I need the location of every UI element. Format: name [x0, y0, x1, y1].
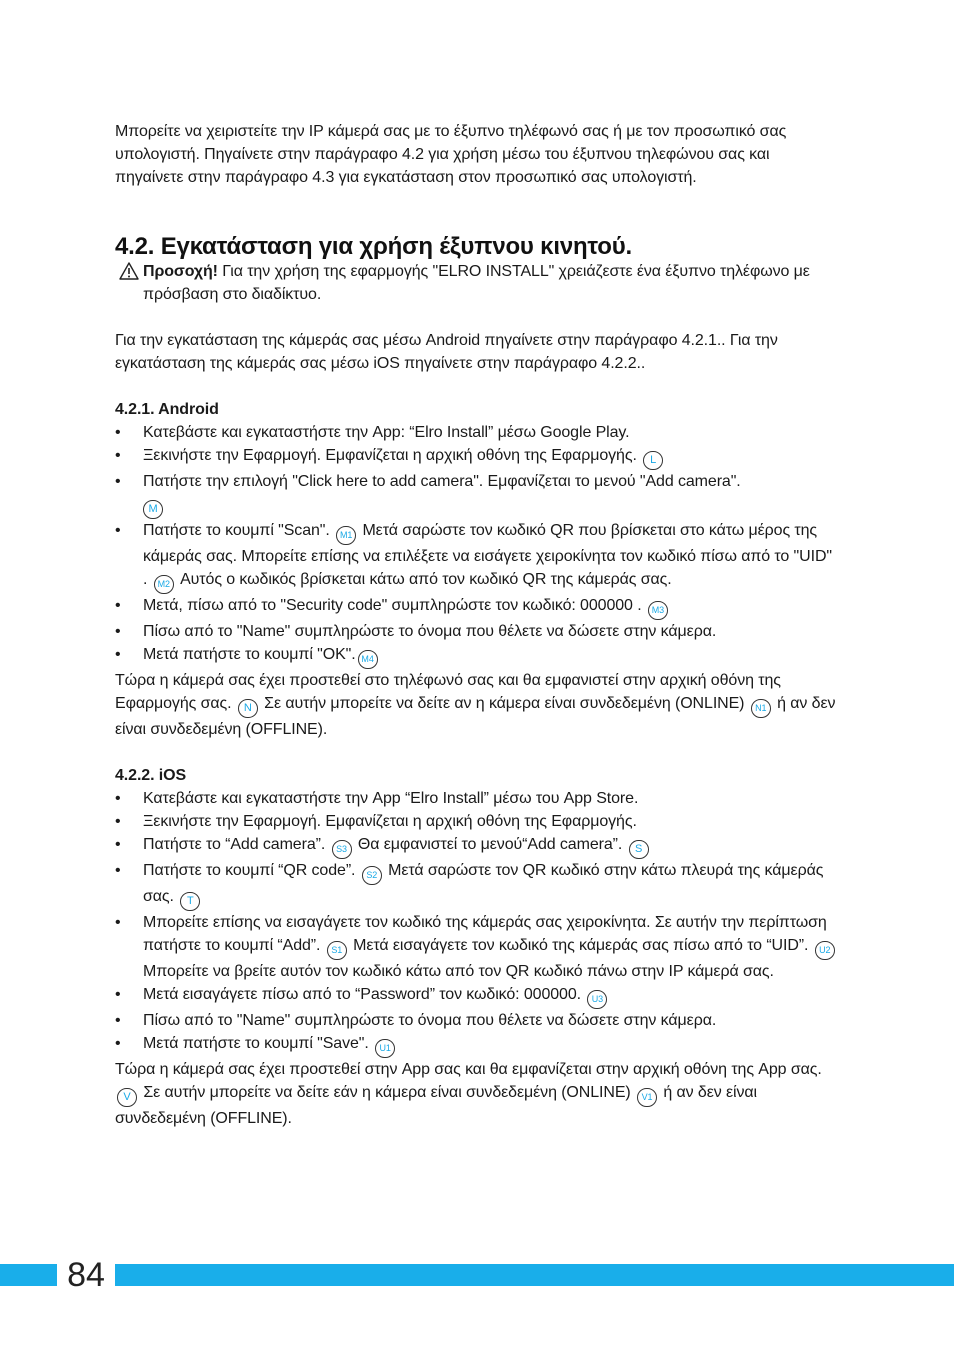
ios-heading: 4.2.2. iOS	[115, 767, 187, 784]
android-heading: 4.2.1. Android	[115, 401, 219, 418]
ios-steps	[115, 787, 837, 1058]
list-item: • Κατεβάστε και εγκαταστήστε την App “Elro Install” μέσω του App Store.	[115, 787, 837, 810]
list-item: • Πατήστε την επιλογή "Click here to add camera". Εμφανίζεται το μενού "Add camera". M	[115, 470, 837, 519]
list-item: • Πίσω από το "Name" συμπληρώστε το όνομα που θέλετε να δώσετε στην κάμερα.	[115, 1009, 837, 1032]
screen-ref-badge: M4	[358, 650, 378, 669]
screen-ref-badge: L	[643, 451, 663, 470]
bullet: •	[115, 1012, 121, 1029]
screen-ref-badge: T	[180, 892, 200, 911]
screen-ref-badge: N1	[751, 699, 771, 718]
list-item: • Μετά, πίσω από το "Security code" συμπληρώστε τον κωδικό: 000000 . M3	[115, 594, 837, 620]
bullet: •	[115, 914, 121, 931]
list-item: • Μετά εισαγάγετε πίσω από το “Password” τον κωδικό: 000000. U3	[115, 983, 837, 1009]
bullet: •	[115, 623, 121, 640]
bullet: •	[115, 597, 121, 614]
bullet: •	[115, 447, 121, 464]
warning-icon	[119, 262, 139, 280]
list-item: • Ξεκινήστε την Εφαρμογή. Εμφανίζεται η αρχική οθόνη της Εφαρμογής.	[115, 810, 837, 833]
screen-ref-badge: S3	[332, 840, 352, 859]
screen-ref-badge: M1	[336, 526, 356, 545]
list-item: • Μπορείτε επίσης να εισαγάγετε τον κωδικό της κάμεράς σας χειροκίνητα. Σε αυτήν την περίπτωση πατήστε το κουμπί “Add”. S1 Μετά εισαγάγετε τον κωδικό της κάμεράς σας πίσω από το “UID”. U2 Μπορείτε να βρείτε αυτόν τον κωδικό κάτω από τον QR κωδικό πάνω στην IP κάμερά σας.	[115, 911, 837, 983]
list-item: • Μετά πατήστε το κουμπί "Save". U1	[115, 1032, 837, 1058]
android-result-paragraph: Τώρα η κάμερά σας έχει προστεθεί στο τηλέφωνό σας και θα εμφανιστεί στην αρχική οθόνη της Εφαρμογής σας. N Σε αυτήν μπορείτε να δείτε αν η κάμερα είναι συνδεδεμένη (ONLINE) N1 ή αν δεν είναι συνδεδεμένη (OFFLINE).	[115, 672, 836, 738]
bullet: •	[115, 836, 121, 853]
list-item: • Πατήστε το κουμπί "Scan". M1 Μετά σαρώστε τον κωδικό QR που βρίσκεται στο κάτω μέρος της κάμεράς σας. Μπορείτε επίσης να επιλέξετε να εισάγετε χειροκίνητα τον κωδικό πίσω από το "UID" . M2 Αυτός ο κωδικός βρίσκεται κάτω από τον κωδικό QR της κάμεράς σας.	[115, 519, 837, 594]
screen-ref-badge: U2	[815, 941, 835, 960]
bullet: •	[115, 1035, 121, 1052]
page-number: 84	[57, 1257, 115, 1293]
bullet: •	[115, 813, 121, 830]
bullet: •	[115, 473, 121, 490]
intro-paragraph: Μπορείτε να χειριστείτε την IP κάμερά σας με το έξυπνο τηλέφωνό σας ή με τον προσωπικό σας υπολογιστή. Πηγαίνετε στην παράγραφο 4.2 για χρήση μέσω του έξυπνου τηλεφώνου σας και πηγαίνετε στην παράγραφο 4.3 για εγκατάσταση στον προσωπικό σας υπολογιστή.	[115, 123, 787, 186]
screen-ref-badge: N	[238, 699, 258, 718]
bullet: •	[115, 646, 121, 663]
warning-note	[115, 260, 837, 306]
screen-ref-badge: M2	[154, 575, 174, 594]
warning-text: Για την χρήση της εφαρμογής "ELRO INSTALL" χρειάζεστε ένα έξυπνο τηλέφωνο με πρόσβαση στο διαδίκτυο.	[143, 263, 810, 303]
warning-label: Προσοχή!	[143, 263, 218, 280]
screen-ref-badge: U3	[587, 990, 607, 1009]
overview-paragraph: Για την εγκατάσταση της κάμεράς σας μέσω Android πηγαίνετε στην παράγραφο 4.2.1.. Για την εγκατάσταση της κάμεράς σας μέσω iOS πηγαίνετε στην παράγραφο 4.2.2..	[115, 332, 778, 372]
screen-ref-badge: M	[143, 500, 163, 519]
screen-ref-badge: S	[629, 840, 649, 859]
list-item: • Ξεκινήστε την Εφαρμογή. Εμφανίζεται η αρχική οθόνη της Εφαρμογής. L	[115, 444, 837, 470]
bullet: •	[115, 986, 121, 1003]
ios-result-paragraph: Τώρα η κάμερά σας έχει προστεθεί στην App σας και θα εμφανίζεται στην αρχική οθόνη της App σας.V Σε αυτήν μπορείτε να δείτε εάν η κάμερα είναι συνδεδεμένη (ONLINE) V1 ή αν δεν είναι συνδεδεμένη (OFFLINE).	[115, 1061, 822, 1127]
screen-ref-badge: S1	[327, 941, 347, 960]
footer-bar	[0, 1264, 954, 1286]
list-item: • Πατήστε το “Add camera”. S3 Θα εμφανιστεί το μενού“Add camera”. S	[115, 833, 837, 859]
page-content	[115, 120, 837, 1130]
list-item: • Μετά πατήστε το κουμπί "OK". M4	[115, 643, 837, 669]
screen-ref-badge: V1	[637, 1088, 657, 1107]
list-item: • Πατήστε το κουμπί “QR code”. S2 Μετά σαρώστε τον QR κωδικό στην κάτω πλευρά της κάμεράς σας. T	[115, 859, 837, 911]
screen-ref-badge: S2	[362, 866, 382, 885]
bullet: •	[115, 522, 121, 539]
section-title: 4.2. Εγκατάσταση για χρήση έξυπνου κινητού.	[115, 233, 632, 260]
list-item: • Πίσω από το "Name" συμπληρώστε το όνομα που θέλετε να δώσετε στην κάμερα.	[115, 620, 837, 643]
android-steps	[115, 421, 837, 669]
bullet: •	[115, 424, 121, 441]
list-item: • Κατεβάστε και εγκαταστήστε την App: “Elro Install” μέσω Google Play.	[115, 421, 837, 444]
screen-ref-badge: M3	[648, 601, 668, 620]
bullet: •	[115, 862, 121, 879]
bullet: •	[115, 790, 121, 807]
screen-ref-badge: U1	[375, 1039, 395, 1058]
screen-ref-badge: V	[117, 1088, 137, 1107]
